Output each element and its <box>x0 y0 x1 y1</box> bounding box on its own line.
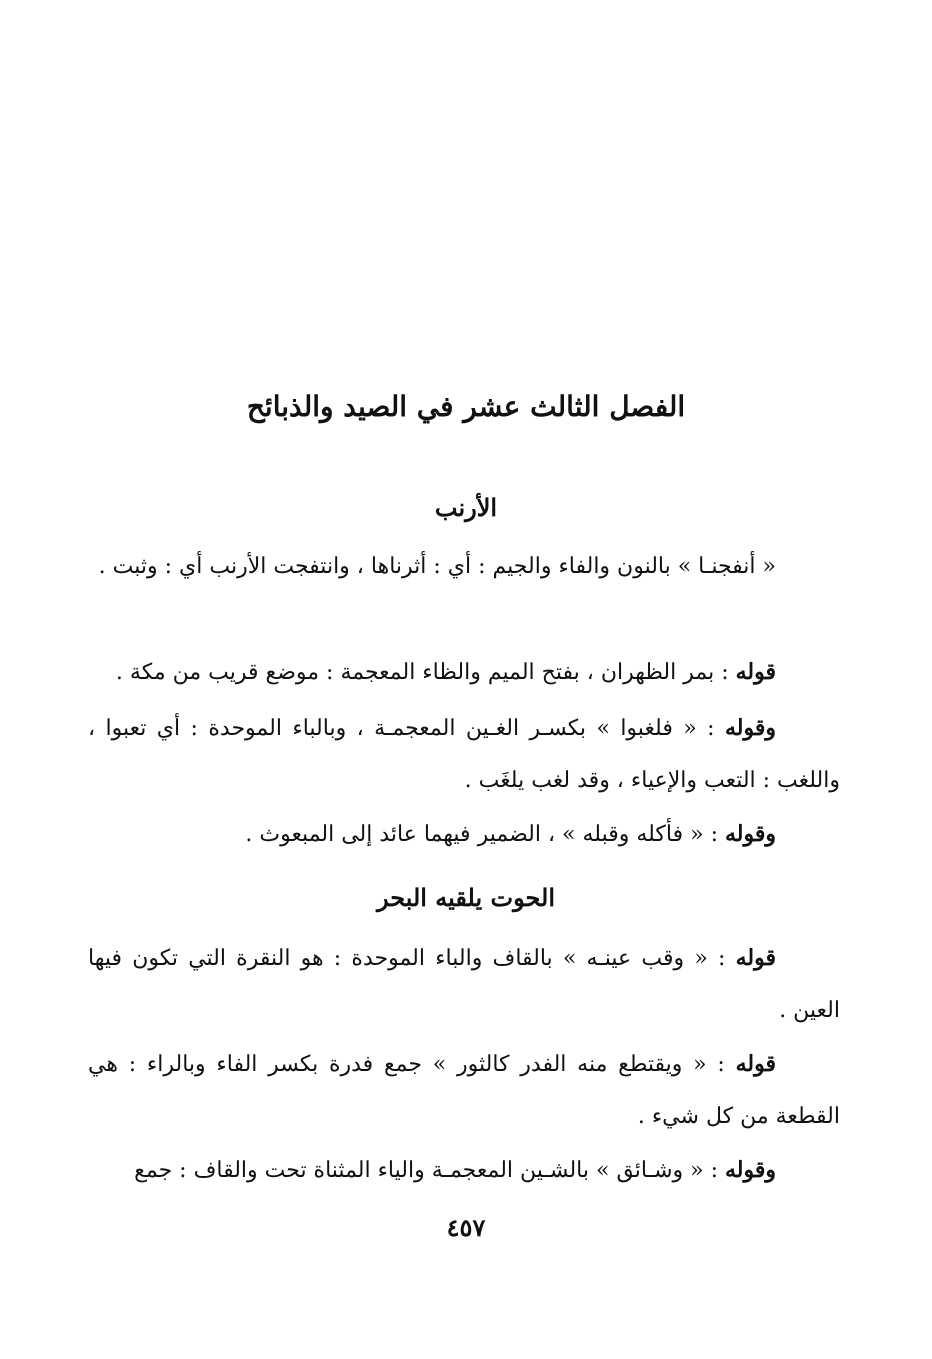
paragraph <box>88 1038 840 1143</box>
paragraph <box>88 1144 840 1197</box>
paragraph-keyword: قوله <box>735 1051 776 1077</box>
paragraph-text: « أنفجنـا » بالنون والفاء والجيم : أي : أثرناها ، وانتفجت الأرنب أي : وثبت . <box>98 554 776 579</box>
paragraph-text: : « ويقتطع منه الفدر كالثور » جمع فدرة بكسر الفاء وبالراء : هي القطعة من كل شيء . <box>88 1052 840 1129</box>
paragraph <box>88 932 840 1037</box>
paragraph-text: : « وشـائق » بالشـين المعجمـة والياء المثناة تحت والقاف : جمع <box>134 1158 725 1183</box>
paragraph-text: : « وقب عينـه » بالقاف والباء الموحدة : هو النقرة التي تكون فيها العين . <box>88 946 840 1023</box>
paragraph-keyword: وقوله <box>724 1157 776 1183</box>
paragraph <box>88 540 840 593</box>
paragraph-keyword: قوله <box>735 945 776 971</box>
paragraph <box>88 702 840 807</box>
section-heading-fish: الحوت يلقيه البحر <box>376 883 555 912</box>
section-heading-rabbit: الأرنب <box>434 493 498 522</box>
paragraph-text: : « فلغبوا » بكسـر الغـين المعجمـة ، وبالباء الموحدة : أي تعبوا ، واللغب : التعب والإعياء ، وقد لغب يلغَب . <box>88 716 840 793</box>
paragraph-keyword: وقوله <box>724 715 776 741</box>
page-number: ٤٥٧ <box>446 1213 486 1242</box>
paragraph <box>88 808 840 861</box>
paragraph-keyword: وقوله <box>724 821 776 847</box>
paragraph-text: : « فأكله وقبله » ، الضمير فيهما عائد إلى المبعوث . <box>245 822 725 847</box>
paragraph-text: : بمر الظهران ، بفتح الميم والظاء المعجمة : موضع قريب من مكة . <box>115 660 736 685</box>
paragraph <box>88 646 840 699</box>
paragraph-keyword: قوله <box>735 659 776 685</box>
chapter-title: الفصل الثالث عشر في الصيد والذبائح <box>246 390 686 423</box>
